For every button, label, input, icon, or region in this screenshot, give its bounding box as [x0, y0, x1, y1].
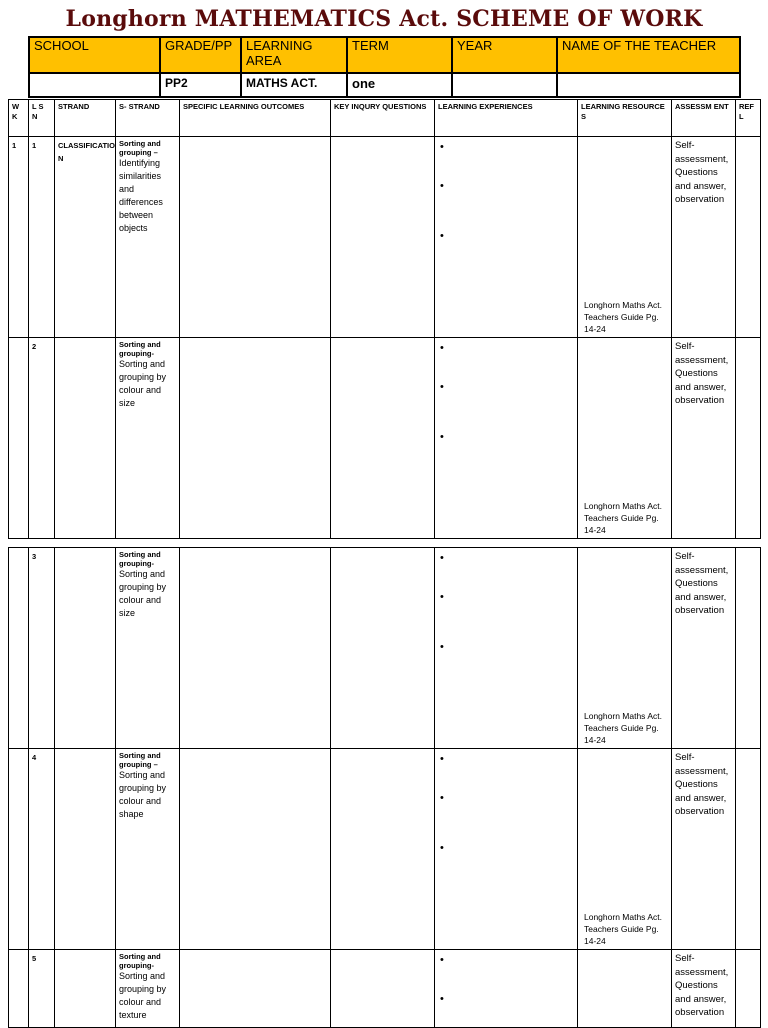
lesson-row: [9, 137, 761, 338]
scheme-header-row: [9, 100, 761, 137]
info-header-year: YEAR: [452, 37, 557, 73]
lesson-number: 5: [32, 954, 37, 963]
resource-wrap: [581, 952, 668, 1025]
scheme-table-part-2: [8, 547, 761, 1028]
cell-refl: [736, 338, 761, 539]
resource-text: Longhorn Maths Act. Teachers Guide Pg. 14-24: [584, 912, 662, 946]
info-value-term: one: [347, 73, 452, 97]
bullet-point: •: [440, 792, 444, 804]
experience-bullets: [438, 751, 574, 947]
substrand-title: Sorting and grouping-: [119, 952, 161, 970]
cell-experiences: [435, 749, 578, 950]
info-value-year: [452, 73, 557, 97]
cell-substrand: [116, 137, 180, 338]
info-value-teacher: [557, 73, 740, 97]
cell-outcomes: [180, 548, 331, 749]
cell-inquiry: [331, 338, 435, 539]
substrand-text: Sorting and grouping by colour and shape: [119, 770, 167, 819]
bullet-point: •: [440, 552, 444, 564]
cell-assessment: [672, 548, 736, 749]
lesson-number: 2: [32, 342, 37, 351]
col-header-substrand: S- STRAND: [116, 100, 180, 137]
bullet-point: •: [440, 954, 444, 966]
cell-wk: [9, 548, 29, 749]
cell-wk: [9, 749, 29, 950]
info-header-term: TERM: [347, 37, 452, 73]
info-value-row: [29, 73, 740, 97]
cell-refl: [736, 950, 761, 1028]
cell-inquiry: [331, 950, 435, 1028]
substrand-title: Sorting and grouping-: [119, 340, 161, 358]
cell-substrand: [116, 338, 180, 539]
cell-resources: [578, 137, 672, 338]
lesson-row: [9, 749, 761, 950]
cell-experiences: [435, 950, 578, 1028]
week-number: 1: [12, 141, 17, 150]
cell-experiences: [435, 137, 578, 338]
assessment-text: Self-assessment, Questions and answer, observation: [675, 953, 729, 1018]
info-value-learning-area: MATHS ACT.: [241, 73, 347, 97]
info-header-school: SCHOOL: [29, 37, 160, 73]
lesson-number: 4: [32, 753, 37, 762]
cell-wk: [9, 137, 29, 338]
cell-lsn: [29, 338, 55, 539]
cell-assessment: [672, 338, 736, 539]
bullet-point: •: [440, 342, 444, 354]
cell-lsn: [29, 950, 55, 1028]
bullet-point: •: [440, 641, 444, 653]
bullet-point: •: [440, 431, 444, 443]
col-header-strand: STRAND: [55, 100, 116, 137]
resource-text: Longhorn Maths Act. Teachers Guide Pg. 14-24: [584, 300, 662, 334]
lesson-number: 3: [32, 552, 37, 561]
experience-bullets: [438, 139, 574, 335]
resource-wrap: [581, 139, 668, 335]
substrand-text: Sorting and grouping by colour and texture: [119, 971, 167, 1020]
substrand-title: Sorting and grouping-: [119, 550, 161, 568]
lesson-number: 1: [32, 141, 37, 150]
substrand-text: Sorting and grouping by colour and size: [119, 569, 167, 618]
bullet-point: •: [440, 842, 444, 854]
cell-assessment: [672, 749, 736, 950]
cell-strand: [55, 749, 116, 950]
cell-experiences: [435, 548, 578, 749]
strand-name: CLASSIFICATIO N: [58, 141, 115, 163]
assessment-text: Self-assessment, Questions and answer, observation: [675, 752, 729, 817]
cell-outcomes: [180, 338, 331, 539]
col-header-refl: REF L: [736, 100, 761, 137]
assessment-text: Self-assessment, Questions and answer, observation: [675, 341, 729, 406]
document-title: Longhorn MATHEMATICS Act. SCHEME OF WORK: [65, 6, 703, 32]
cell-strand: [55, 338, 116, 539]
info-header-learning-area: LEARNING AREA: [241, 37, 347, 73]
cell-assessment: [672, 137, 736, 338]
assessment-text: Self-assessment, Questions and answer, observation: [675, 551, 729, 616]
cell-strand: [55, 137, 116, 338]
bullet-point: •: [440, 230, 444, 242]
resource-text: Longhorn Maths Act. Teachers Guide Pg. 14-24: [584, 711, 662, 745]
substrand-title: Sorting and grouping –: [119, 751, 161, 769]
cell-strand: [55, 548, 116, 749]
cell-refl: [736, 548, 761, 749]
col-header-outcomes: SPECIFIC LEARNING OUTCOMES: [180, 100, 331, 137]
col-header-assessment: ASSESSM ENT: [672, 100, 736, 137]
cell-inquiry: [331, 548, 435, 749]
cell-resources: [578, 548, 672, 749]
bullet-point: •: [440, 180, 444, 192]
cell-substrand: [116, 950, 180, 1028]
lesson-row: [9, 338, 761, 539]
cell-inquiry: [331, 749, 435, 950]
bullet-point: •: [440, 753, 444, 765]
bullet-point: •: [440, 141, 444, 153]
info-table: [28, 36, 741, 98]
cell-lsn: [29, 749, 55, 950]
experience-bullets: [438, 550, 574, 746]
lesson-row: [9, 548, 761, 749]
cell-resources: [578, 749, 672, 950]
resource-text: Longhorn Maths Act. Teachers Guide Pg. 14-24: [584, 501, 662, 535]
substrand-title: Sorting and grouping –: [119, 139, 161, 157]
info-header-row: [29, 37, 740, 73]
info-header-grade: GRADE/PP: [160, 37, 241, 73]
experience-bullets: [438, 340, 574, 536]
experience-bullets: [438, 952, 574, 1025]
col-header-resources: LEARNING RESOURCE S: [578, 100, 672, 137]
bullet-point: •: [440, 591, 444, 603]
resource-wrap: [581, 751, 668, 947]
info-header-teacher: NAME OF THE TEACHER: [557, 37, 740, 73]
bullet-point: •: [440, 381, 444, 393]
resource-wrap: [581, 550, 668, 746]
cell-experiences: [435, 338, 578, 539]
resource-wrap: [581, 340, 668, 536]
col-header-wk: W K: [9, 100, 29, 137]
cell-resources: [578, 338, 672, 539]
scheme-table-part-1: [8, 99, 761, 539]
cell-lsn: [29, 548, 55, 749]
cell-wk: [9, 338, 29, 539]
substrand-text: Identifying similarities and differences between objects: [119, 158, 163, 233]
cell-outcomes: [180, 749, 331, 950]
cell-outcomes: [180, 137, 331, 338]
bullet-point: •: [440, 993, 444, 1005]
cell-refl: [736, 749, 761, 950]
assessment-text: Self-assessment, Questions and answer, observation: [675, 140, 729, 205]
cell-substrand: [116, 548, 180, 749]
info-value-school: [29, 73, 160, 97]
cell-strand: [55, 950, 116, 1028]
cell-outcomes: [180, 950, 331, 1028]
lesson-row: [9, 950, 761, 1028]
cell-assessment: [672, 950, 736, 1028]
cell-lsn: [29, 137, 55, 338]
col-header-lsn: L S N: [29, 100, 55, 137]
cell-refl: [736, 137, 761, 338]
cell-inquiry: [331, 137, 435, 338]
substrand-text: Sorting and grouping by colour and size: [119, 359, 167, 408]
cell-wk: [9, 950, 29, 1028]
col-header-inquiry: KEY INQURY QUESTIONS: [331, 100, 435, 137]
col-header-experiences: LEARNING EXPERIENCES: [435, 100, 578, 137]
cell-substrand: [116, 749, 180, 950]
cell-resources: [578, 950, 672, 1028]
info-value-grade: PP2: [160, 73, 241, 97]
